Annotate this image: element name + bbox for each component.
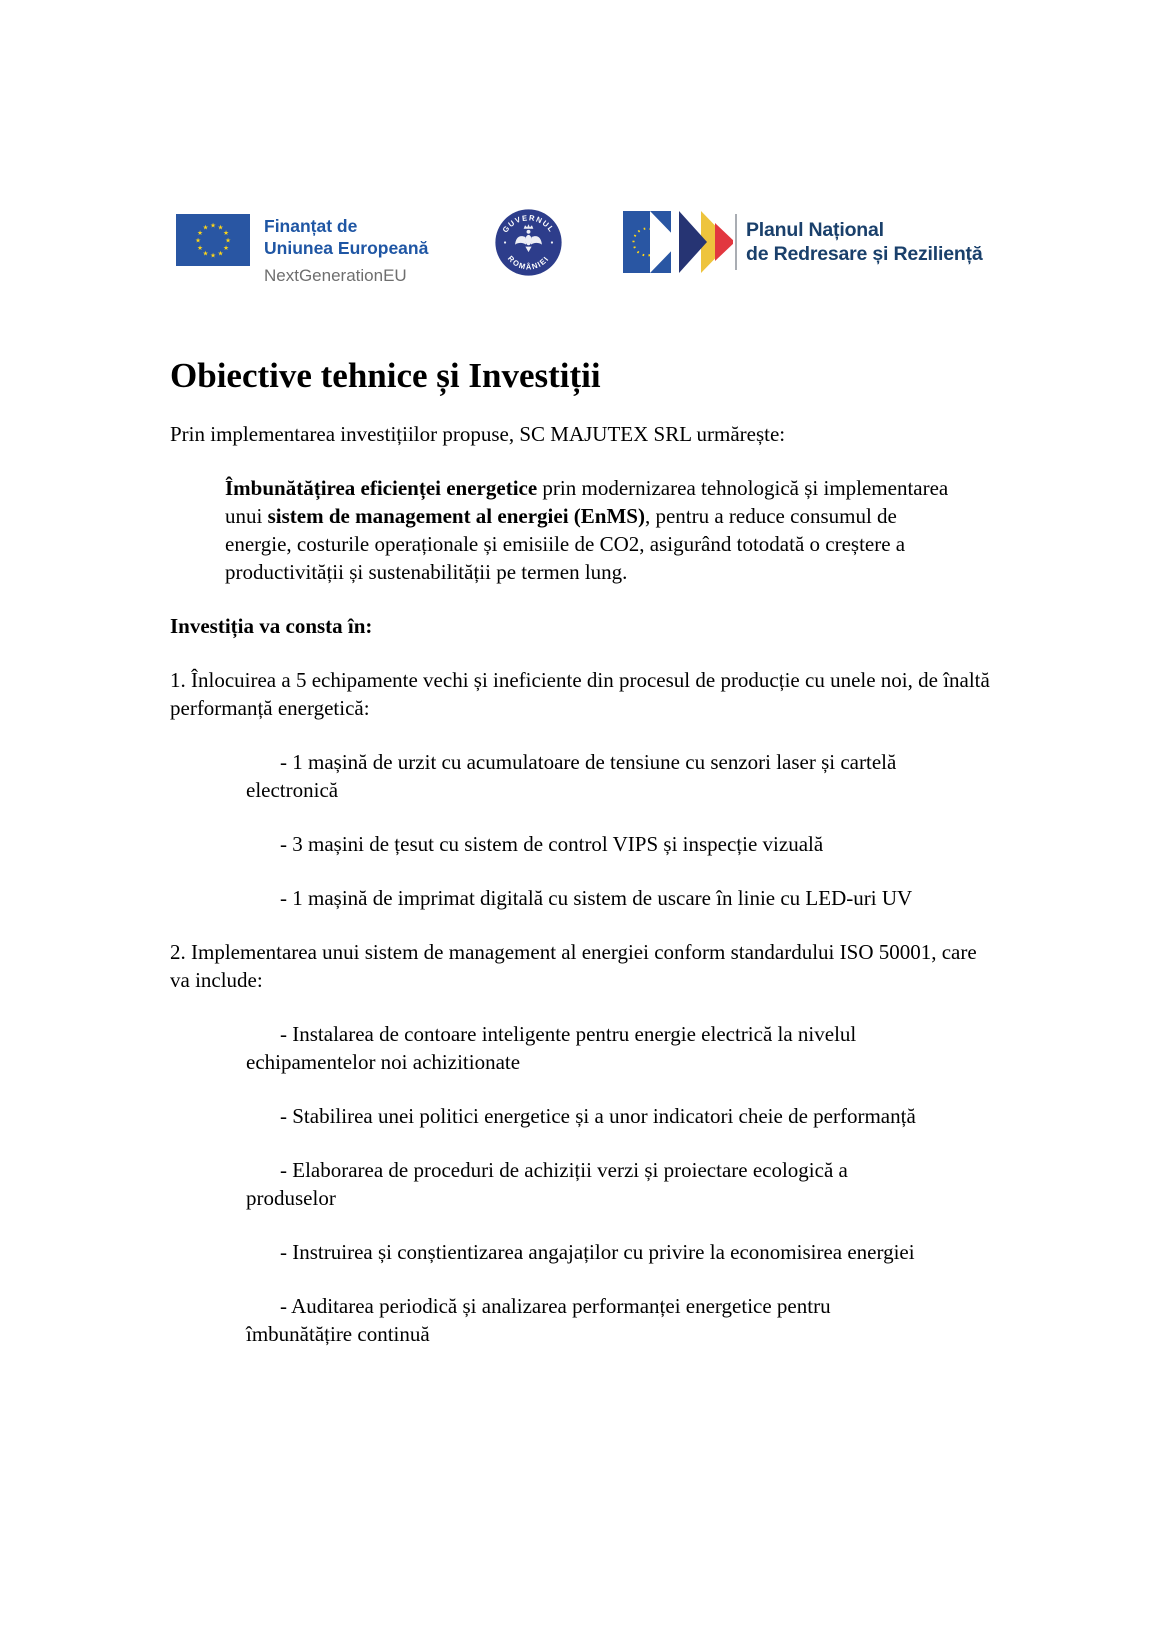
bullet-item: - Stabilirea unei politici energetice și a unor indicatori cheie de performanță: [280, 1104, 916, 1128]
bullet-item: - Auditarea periodică și analizarea performanței energetice pentru îmbunătățire continuă: [246, 1294, 831, 1346]
svg-text:★: ★: [223, 244, 229, 252]
page-title: Obiective tehnice și Investiții: [170, 356, 601, 395]
svg-text:ROMÂNIEI: ROMÂNIEI: [505, 253, 552, 272]
objective-text-2: , pentru a reduce consumul de energie, costurile operaționale și emisiile de CO2, asigurând totodată o creștere a productivității și sustenabilității pe termen lung.: [225, 504, 906, 584]
objective-bold-2: sistem de management al energiei (EnMS): [267, 504, 645, 528]
svg-text:★: ★: [217, 224, 224, 232]
eu-flag-icon: [176, 214, 250, 266]
pnrr-logo: [623, 210, 983, 274]
bullet-item: - 1 mașină de urzit cu acumulatoare de tensiune cu senzori laser și cartelă electronică: [246, 750, 897, 802]
svg-text:★: ★: [210, 252, 216, 260]
svg-text:★: ★: [217, 250, 224, 258]
section-heading: Investiția va consta în:: [170, 614, 373, 638]
eu-funding-text: [264, 214, 428, 287]
bullet-item: - Instalarea de contoare inteligente pentru energie electrică la nivelul echipamentelor noi achizitionate: [246, 1022, 857, 1074]
objective-text-1: prin modernizarea tehnologică și implementarea unui: [225, 476, 949, 528]
investment-item-2: 2. Implementarea unui sistem de management al energiei conform standardului ISO 50001, care va include:: [170, 940, 977, 992]
pnrr-title: [746, 218, 983, 266]
eu-funding-line2: Uniunea Europeană: [264, 238, 429, 258]
svg-text:★: ★: [225, 237, 231, 245]
document-body: [170, 355, 995, 1374]
bullet-item: - Instruirea și conștientizarea angajaților cu privire la economisirea energiei: [280, 1240, 915, 1264]
bullet-item: - Elaborarea de proceduri de achiziții verzi și proiectare ecologică a produselor: [246, 1158, 848, 1210]
pnrr-title-line2: de Redresare și Reziliență: [746, 243, 983, 265]
pnrr-arrows-icon: [623, 210, 733, 274]
svg-text:GUVERNUL: GUVERNUL: [500, 213, 557, 235]
svg-text:★: ★: [202, 224, 209, 232]
objective-bold-1: Îmbunătățirea eficienței energetice: [225, 476, 538, 500]
svg-text:★: ★: [197, 244, 203, 252]
header-logos: [0, 0, 1158, 300]
svg-text:★: ★: [223, 229, 229, 237]
svg-text:★: ★: [197, 229, 203, 237]
svg-text:★: ★: [195, 237, 201, 245]
bullet-item: - 1 mașină de imprimat digitală cu sistem de uscare în linie cu LED-uri UV: [280, 886, 913, 910]
gov-romania-seal-icon: [494, 208, 563, 277]
bullet-item: - 3 mașini de țesut cu sistem de control VIPS și inspecție vizuală: [280, 832, 824, 856]
nextgeneration-label: NextGenerationEU: [264, 266, 407, 285]
pnrr-title-line1: Planul Național: [746, 219, 884, 241]
svg-text:★: ★: [210, 222, 216, 230]
investment-item-1: 1. Înlocuirea a 5 echipamente vechi și ineficiente din procesul de producție cu unele noi, de înaltă performanță energetică:: [170, 668, 990, 720]
intro-paragraph: Prin implementarea investițiilor propuse, SC MAJUTEX SRL urmărește:: [170, 422, 786, 446]
eu-funding-line1: Finanțat de: [264, 216, 358, 236]
svg-text:★: ★: [202, 250, 209, 258]
objective-paragraph: [225, 474, 960, 586]
pnrr-separator: [735, 214, 737, 270]
eu-funding-logo: [176, 214, 428, 287]
